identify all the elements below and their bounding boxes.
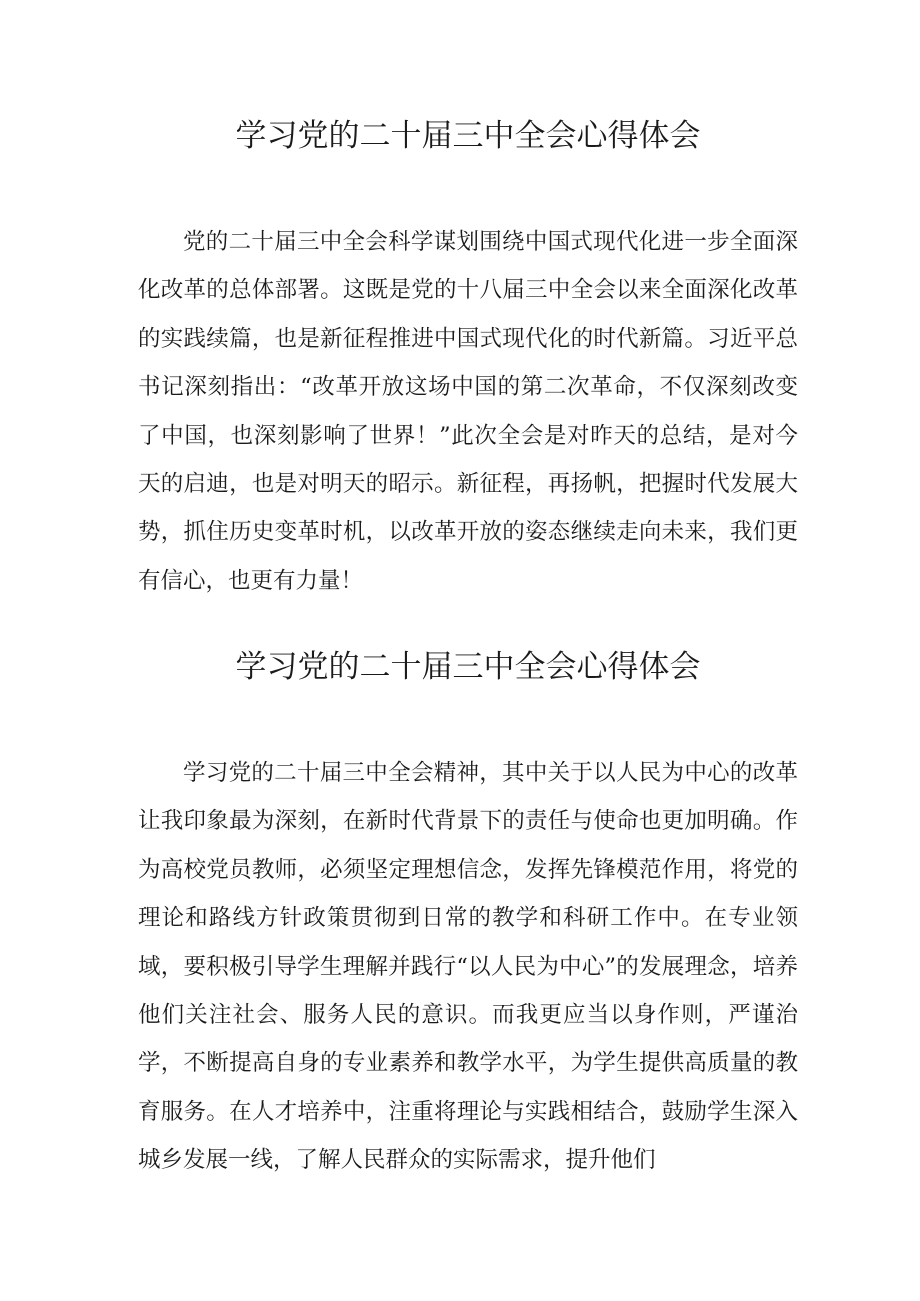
article-title: 学习党的二十届三中全会心得体会 (235, 118, 701, 154)
article-2 (138, 643, 798, 1185)
article-1 (138, 112, 798, 605)
article-body-paragraph: 学习党的二十届三中全会精神，其中关于以人民为中心的改革让我印象最为深刻，在新时代背景下的责任与使命也更加明确。作为高校党员教师，必须坚定理想信念，发挥先锋模范作用，将党的理论和路线方针政策贯彻到日常的教学和科研工作中。在专业领域，要积极引导学生理解并践行“以人民为中心”的发展理念，培养他们关注社会、服务人民的意识。而我更应当以身作则，严谨治学，不断提高自身的专业素养和教学水平，为学生提供高质量的教育服务。在人才培养中，注重将理论与实践相结合，鼓励学生深入城乡发展一线，了解人民群众的实际需求，提升他们 (138, 760, 798, 1174)
article-title: 学习党的二十届三中全会心得体会 (235, 649, 701, 685)
article-body-paragraph: 党的二十届三中全会科学谋划围绕中国式现代化进一步全面深化改革的总体部署。这既是党的十八届三中全会以来全面深化改革的实践续篇，也是新征程推进中国式现代化的时代新篇。习近平总书记深刻指出：“改革开放这场中国的第二次革命，不仅深刻改变了中国，也深刻影响了世界！”此次全会是对昨天的总结，是对今天的启迪，也是对明天的昭示。新征程，再扬帆，把握时代发展大势，抓住历史变革时机，以改革开放的姿态继续走向未来，我们更有信心，也更有力量！ (138, 229, 798, 594)
